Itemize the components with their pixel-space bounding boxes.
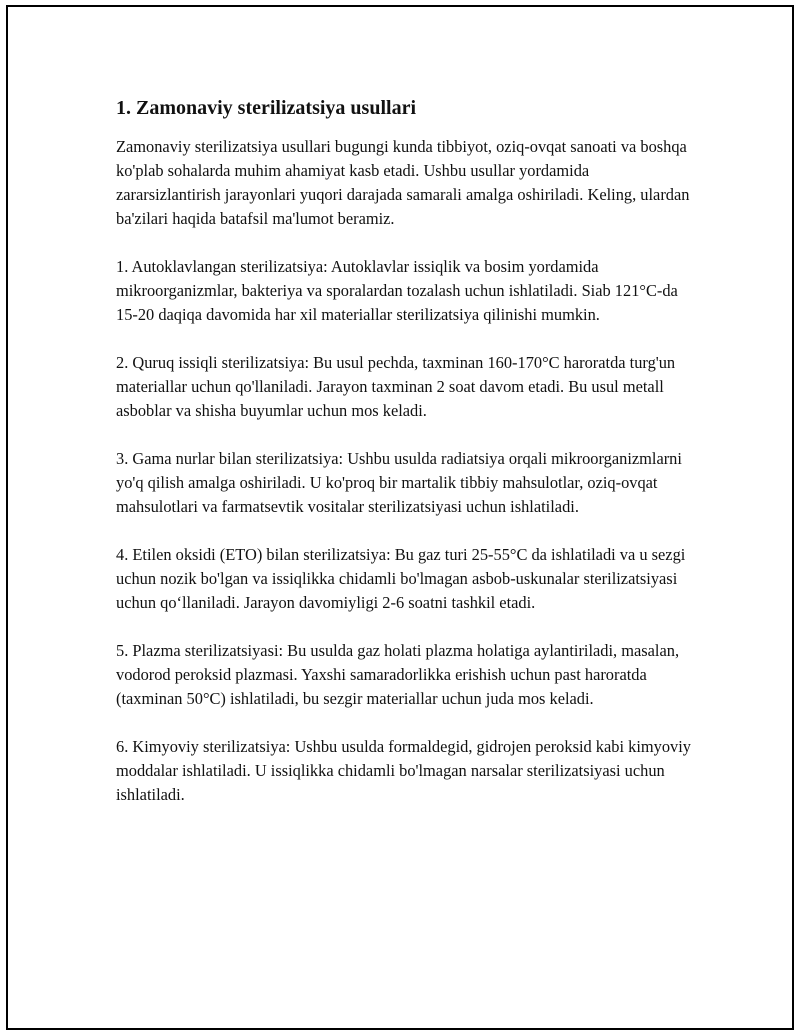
paragraph-ethylene-oxide: 4. Etilen oksidi (ETO) bilan sterilizatsiya: Bu gaz turi 25-55°C da ishlatiladi va u sezgi uchun nozik bo'lgan va issiqlikka chidamli bo'lmagan asbob-uskunalar sterilizatsiyasi uchun qo‘llaniladi. Jarayon davomiyligi 2-6 soatni tashkil etadi. [116,545,686,612]
intro-paragraph: Zamonaviy sterilizatsiya usullari bugungi kunda tibbiyot, oziq-ovqat sanoati va boshqa ko'plab sohalarda muhim ahamiyat kasb etadi. Ushbu usullar yordamida zararsizlantirish jarayonlari yuqori darajada samarali amalga oshiriladi. Keling, ulardan ba'zilari haqida batafsil ma'lumot beramiz. [116,137,690,228]
paragraph-autoclave: 1. Autoklavlangan sterilizatsiya: Autoklavlar issiqlik va bosim yordamida mikroorganizmlar, bakteriya va sporalardan tozalash uchun ishlatiladi. Siab 121°C-da 15-20 daqiqa davomida har xil materiallar sterilizatsiya qilinishi mumkin. [116,257,678,324]
paragraph-dry-heat: 2. Quruq issiqli sterilizatsiya: Bu usul pechda, taxminan 160-170°C haroratda turg'un materiallar uchun qo'llaniladi. Jarayon taxminan 2 soat davom etadi. Bu usul metall asboblar va shisha buyumlar uchun mos keladi. [116,353,676,420]
paragraph-gamma-rays: 3. Gama nurlar bilan sterilizatsiya: Ushbu usulda radiatsiya orqali mikroorganizmlarni yo'q qilish amalga oshiriladi. U ko'proq bir martalik tibbiy mahsulotlar, oziq-ovqat mahsulotlari va farmatsevtik vositalar sterilizatsiyasi uchun ishlatiladi. [116,449,682,516]
paragraph-plasma: 5. Plazma sterilizatsiyasi: Bu usulda gaz holati plazma holatiga aylantiriladi, masalan, vodorod peroksid plazmasi. Yaxshi samaradorlikka erishish uchun past haroratda (taxminan 50°C) ishlatiladi, bu sezgir materiallar uchun juda mos keladi. [116,641,680,708]
document-body [116,95,696,831]
document-title: 1. Zamonaviy sterilizatsiya usullari [116,97,416,119]
paragraph-chemical: 6. Kimyoviy sterilizatsiya: Ushbu usulda formaldegid, gidrojen peroksid kabi kimyoviy moddalar ishlatiladi. U issiqlikka chidamli bo'lmagan narsalar sterilizatsiyasi uchun ishlatiladi. [116,737,691,804]
